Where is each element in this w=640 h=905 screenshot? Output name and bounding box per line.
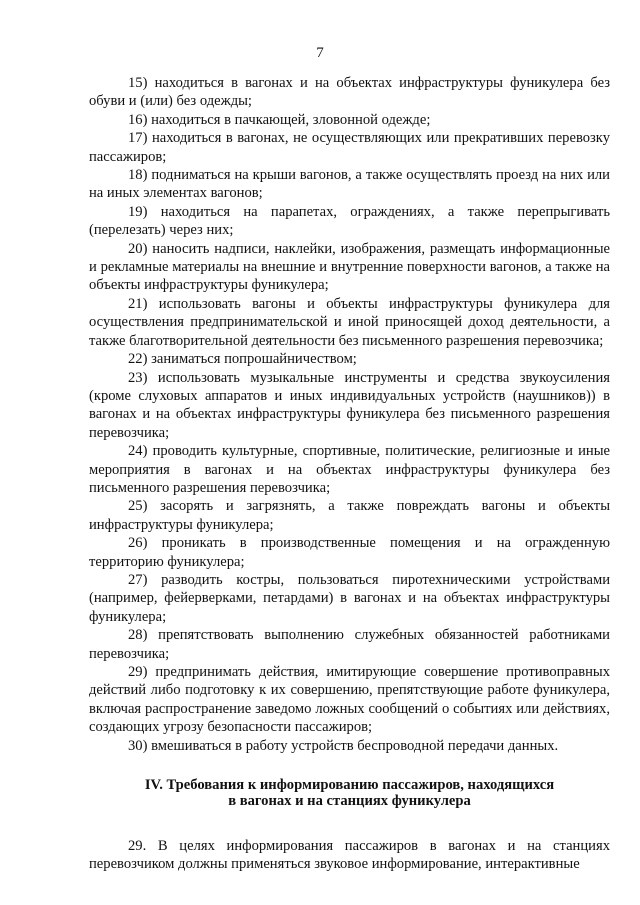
section-heading: [89, 777, 610, 809]
list-item-20: 20) наносить надписи, наклейки, изображения, размещать информационные и рекламные материалы на внешние и внутренние поверхности вагонов, а также на объекты инфраструктуры фуникулера;: [89, 240, 610, 294]
list-item-29: 29) предпринимать действия, имитирующие совершение противоправных действий либо подготовку к их совершению, препятствующие работе фуникулера, включая распространение заведомо ложных сообщений о событиях или действиях, создающих угрозу безопасности пассажиров;: [89, 664, 610, 736]
list-item-18: 18) подниматься на крыши вагонов, а также осуществлять проезд на них или на иных элементах вагонов;: [89, 167, 610, 202]
list-item-27: 27) разводить костры, пользоваться пиротехническими устройствами (например, фейерверками, петардами) в вагонах и на объектах инфраструктуры фуникулера;: [89, 571, 610, 625]
list-item-23: 23) использовать музыкальные инструменты и средства звукоусиления (кроме слуховых аппаратов и иных индивидуальных устройств (наушников)) в вагонах и на объектах инфраструктуры фуникулера без письменного разрешения перевозчика;: [89, 369, 610, 441]
closing-paragraph: 29. В целях информирования пассажиров в вагонах и на станциях перевозчиком должны применяться звуковое информирование, интерактивные: [89, 838, 610, 873]
list-item-26: 26) проникать в производственные помещения и на огражденную территорию фуникулера;: [89, 535, 610, 570]
section-heading-line-2: в вагонах и на станциях фуникулера: [228, 793, 471, 810]
list-item-22: 22) заниматься попрошайничеством;: [128, 351, 357, 368]
list-item-16: 16) находиться в пачкающей, зловонной одежде;: [128, 111, 431, 128]
page-number: 7: [316, 45, 324, 61]
document-body: [89, 74, 610, 874]
list-item-19: 19) находиться на парапетах, ограждениях, а также перепрыгивать (перелезать) через них;: [89, 203, 610, 239]
section-heading-line-1: IV. Требования к информированию пассажиров, находящихся: [144, 777, 555, 794]
list-item-24: 24) проводить культурные, спортивные, политические, религиозные и иные мероприятия в вагонах и на объектах инфраструктуры фуникулера без письменного разрешения перевозчика;: [89, 443, 610, 496]
list-item-28: 28) препятствовать выполнению служебных обязанностей работниками перевозчика;: [89, 627, 610, 662]
list-item-15: 15) находиться в вагонах и на объектах инфраструктуры фуникулера без обуви и (или) без одежды;: [89, 75, 610, 110]
list-item-30: 30) вмешиваться в работу устройств беспроводной передачи данных.: [128, 737, 559, 754]
list-item-25: 25) засорять и загрязнять, а также повреждать вагоны и объекты инфраструктуры фуникулера;: [89, 498, 610, 533]
list-item-21: 21) использовать вагоны и объекты инфраструктуры фуникулера для осуществления предпринимательской и иной приносящей доход деятельности, а также благотворительной деятельности без письменного разрешения перевозчика;: [89, 295, 610, 349]
list-item-17: 17) находиться в вагонах, не осуществляющих или прекративших перевозку пассажиров;: [89, 130, 610, 165]
